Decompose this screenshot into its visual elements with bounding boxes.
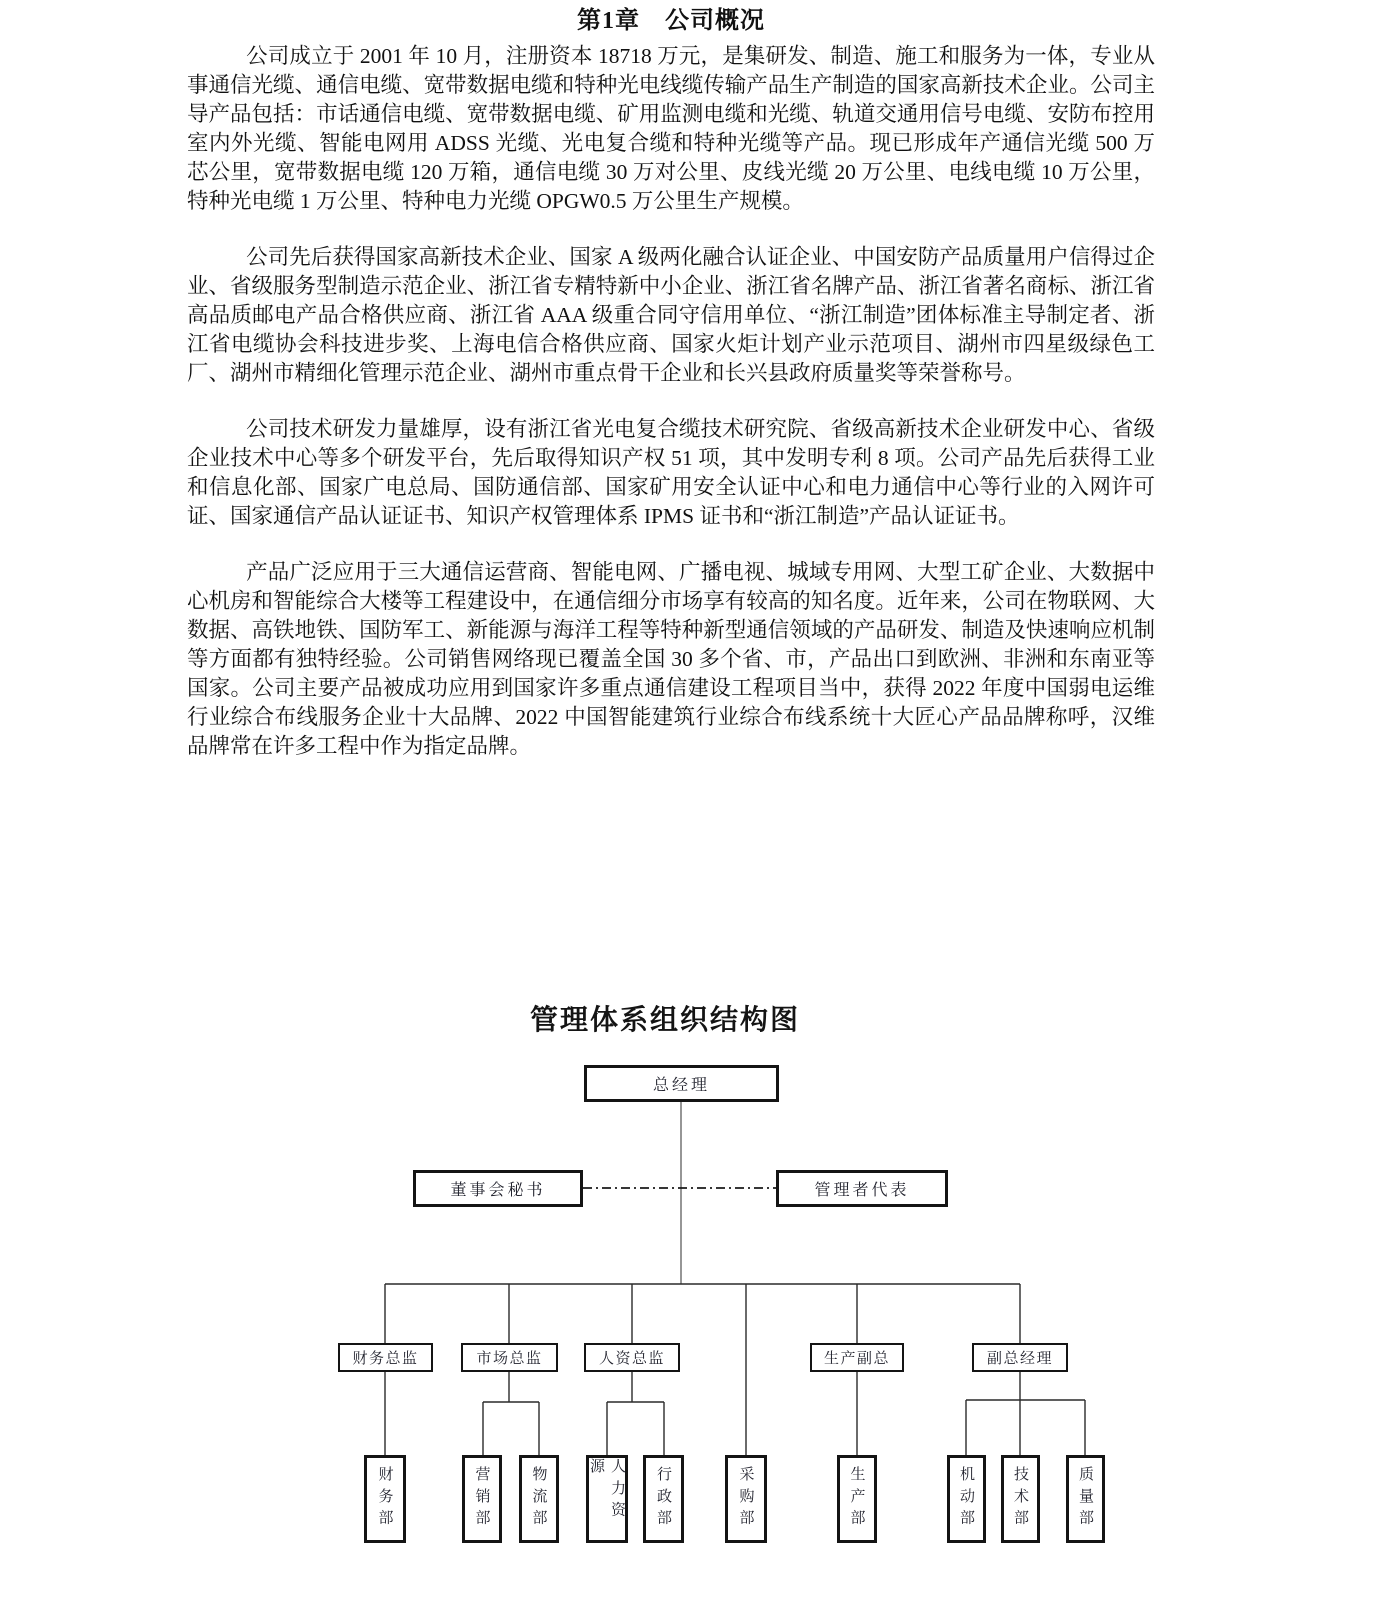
document-body bbox=[187, 42, 1155, 788]
org-node-board-secretary: 董事会秘书 bbox=[413, 1170, 583, 1207]
org-node-technology-dept: 技术部 bbox=[1001, 1455, 1040, 1543]
org-chart-title: 管理体系组织结构图 bbox=[529, 1005, 800, 1036]
org-node-quality-dept: 质量部 bbox=[1066, 1455, 1105, 1543]
org-node-hr-director: 人资总监 bbox=[584, 1343, 680, 1372]
org-node-deputy-general-manager: 副总经理 bbox=[972, 1343, 1068, 1372]
org-node-marketing-director: 市场总监 bbox=[461, 1343, 558, 1372]
paragraph-rnd-certifications: 公司技术研发力量雄厚，设有浙江省光电复合缆技术研究院、省级高新技术企业研发中心、省级企业技术中心等多个研发平台，先后取得知识产权 51 项，其中发明专利 8 项。公司产品先后获得工业和信息化部、国家广电总局、国防通信部、国家矿用安全认证中心和电力通信中心等行业的入网许可证、国家通信产品认证证书、知识产权管理体系 IPMS 证书和“浙江制造”产品认证证书。 bbox=[187, 417, 1155, 528]
paragraph-applications-markets: 产品广泛应用于三大通信运营商、智能电网、广播电视、城域专用网、大型工矿企业、大数据中心机房和智能综合大楼等工程建设中，在通信细分市场享有较高的知名度。近年来，公司在物联网、大数据、高铁地铁、国防军工、新能源与海洋工程等特种新型通信领域的产品研发、制造及快速响应机制等方面都有独特经验。公司销售网络现已覆盖全国 30 多个省、市，产品出口到欧洲、非洲和东南亚等国家。公司主要产品被成功应用到国家许多重点通信建设工程项目当中，获得 2022 年度中国弱电运维行业综合布线服务企业十大品牌、2022 中国智能建筑行业综合布线系统十大匠心产品品牌称呼，汉维品牌常在许多工程中作为指定品牌。 bbox=[187, 560, 1155, 758]
org-node-production-dept: 生产部 bbox=[837, 1455, 877, 1543]
org-node-logistics-dept: 物流部 bbox=[519, 1455, 559, 1543]
org-node-purchasing-dept: 采购部 bbox=[725, 1455, 767, 1543]
org-node-human-resources-dept: 人力资源 bbox=[586, 1455, 628, 1543]
org-node-finance-dept: 财务部 bbox=[364, 1455, 406, 1543]
paragraph-company-overview: 公司成立于 2001 年 10 月，注册资本 18718 万元，是集研发、制造、施工和服务为一体，专业从事通信光缆、通信电缆、宽带数据电缆和特种光电线缆传输产品生产制造的国家高新技术企业。公司主导产品包括：市话通信电缆、宽带数据电缆、矿用监测电缆和光缆、轨道交通用信号电缆、安防布控用室内外光缆、智能电网用 ADSS 光缆、光电复合缆和特种光缆等产品。现已形成年产通信光缆 500 万芯公里，宽带数据电缆 120 万箱，通信电缆 30 万对公里、皮线光缆 20 万公里、电线电缆 10 万公里，特种光电缆 1 万公里、特种电力光缆 OPGW0.5 万公里生产规模。 bbox=[187, 44, 1155, 213]
chapter-title: 第1章 公司概况 bbox=[577, 8, 765, 34]
org-node-admin-dept: 行政部 bbox=[643, 1455, 684, 1543]
org-node-sales-dept: 营销部 bbox=[462, 1455, 502, 1543]
org-node-machinery-dept: 机动部 bbox=[947, 1455, 986, 1543]
paragraph-honors: 公司先后获得国家高新技术企业、国家 A 级两化融合认证企业、中国安防产品质量用户信得过企业、省级服务型制造示范企业、浙江省专精特新中小企业、浙江省名牌产品、浙江省著名商标、浙江省高品质邮电产品合格供应商、浙江省 AAA 级重合同守信用单位、“浙江制造”团体标准主导制定者、浙江省电缆协会科技进步奖、上海电信合格供应商、国家火炬计划产业示范项目、湖州市四星级绿色工厂、湖州市精细化管理示范企业、湖州市重点骨干企业和长兴县政府质量奖等荣誉称号。 bbox=[187, 245, 1155, 385]
org-node-finance-director: 财务总监 bbox=[338, 1343, 433, 1372]
org-node-general-manager: 总经理 bbox=[584, 1065, 779, 1102]
org-node-production-vp: 生产副总 bbox=[810, 1343, 904, 1372]
org-node-management-representative: 管理者代表 bbox=[776, 1170, 948, 1207]
